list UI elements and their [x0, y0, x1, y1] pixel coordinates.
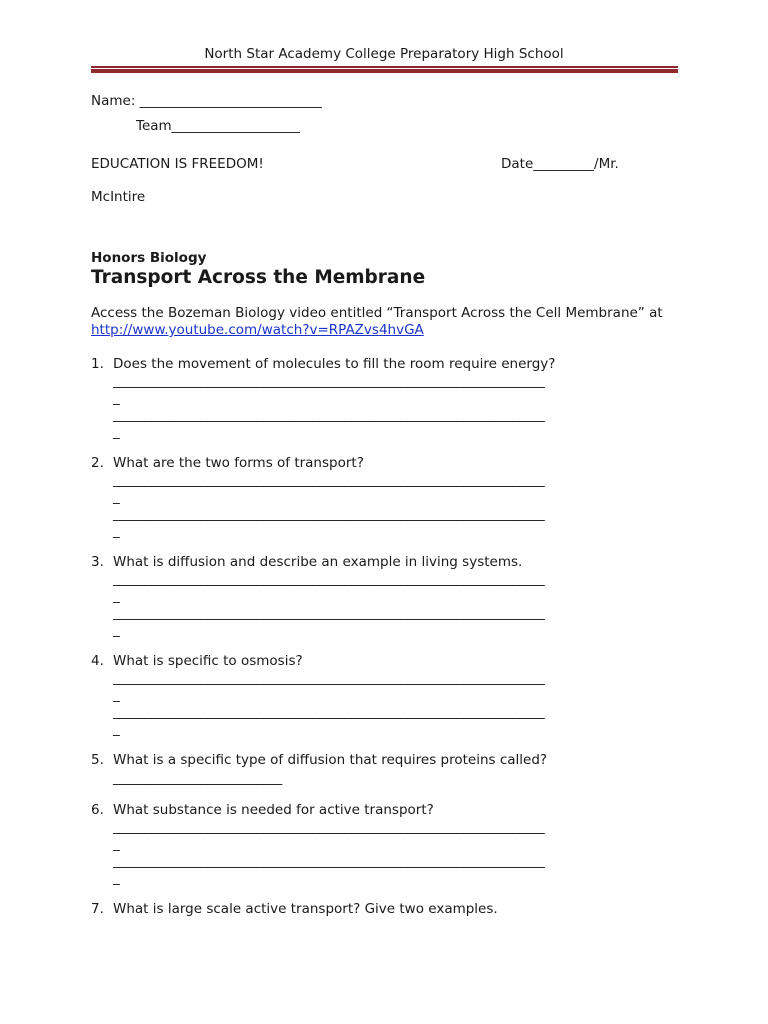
answer-line-tail: _ [113, 870, 120, 886]
answer-line-tail: _ [113, 687, 120, 703]
question-number: 4. [91, 653, 104, 669]
answer-line-tail: _ [113, 390, 120, 406]
question-text: What is a specific type of diffusion that requires proteins called? [113, 752, 548, 768]
question-number: 1. [91, 356, 104, 372]
answer-line[interactable]: _____________________________________________________________________ [113, 407, 545, 423]
video-link[interactable]: http://www.youtube.com/watch?v=RPAZvs4hvGA [91, 322, 424, 338]
course-name: Honors Biology [91, 250, 207, 266]
question-number: 5. [91, 752, 104, 768]
header-divider-thick [91, 69, 678, 73]
answer-line-tail: _ [113, 489, 120, 505]
date-field[interactable]: Date_________/Mr. [501, 156, 619, 172]
question-number: 3. [91, 554, 104, 570]
team-field[interactable]: Team___________________ [136, 118, 300, 134]
question-text: What is diffusion and describe an example in living systems. [113, 554, 523, 570]
name-field[interactable]: Name: ___________________________ [91, 93, 322, 109]
teacher-name: McIntire [91, 189, 146, 205]
answer-line[interactable]: _____________________________________________________________________ [113, 472, 545, 488]
motto: EDUCATION IS FREEDOM! [91, 156, 264, 172]
question-number: 2. [91, 455, 104, 471]
question-text: What is specific to osmosis? [113, 653, 303, 669]
answer-line[interactable]: _____________________________________________________________________ [113, 853, 545, 869]
header-divider-thin [91, 66, 678, 68]
question-number: 6. [91, 802, 104, 818]
answer-line[interactable]: _____________________________________________________________________ [113, 506, 545, 522]
page-title: Transport Across the Membrane [91, 267, 426, 288]
answer-line-tail: _ [113, 523, 120, 539]
answer-line-short[interactable]: ___________________________ [113, 770, 282, 786]
question-text: What are the two forms of transport? [113, 455, 364, 471]
answer-line-tail: _ [113, 721, 120, 737]
answer-line-tail: _ [113, 622, 120, 638]
question-text: What substance is needed for active transport? [113, 802, 434, 818]
intro-text: Access the Bozeman Biology video entitled “Transport Across the Cell Membrane” at [91, 305, 663, 321]
answer-line[interactable]: _____________________________________________________________________ [113, 571, 545, 587]
question-number: 7. [91, 901, 104, 917]
answer-line[interactable]: _____________________________________________________________________ [113, 670, 545, 686]
answer-line[interactable]: _____________________________________________________________________ [113, 373, 545, 389]
answer-line[interactable]: _____________________________________________________________________ [113, 704, 545, 720]
answer-line[interactable]: _____________________________________________________________________ [113, 605, 545, 621]
answer-line-tail: _ [113, 424, 120, 440]
answer-line-tail: _ [113, 836, 120, 852]
question-text: What is large scale active transport? Give two examples. [113, 901, 498, 917]
school-header: North Star Academy College Preparatory High School [204, 46, 564, 62]
answer-line[interactable]: _____________________________________________________________________ [113, 819, 545, 835]
answer-line-tail: _ [113, 588, 120, 604]
question-text: Does the movement of molecules to fill the room require energy? [113, 356, 556, 372]
